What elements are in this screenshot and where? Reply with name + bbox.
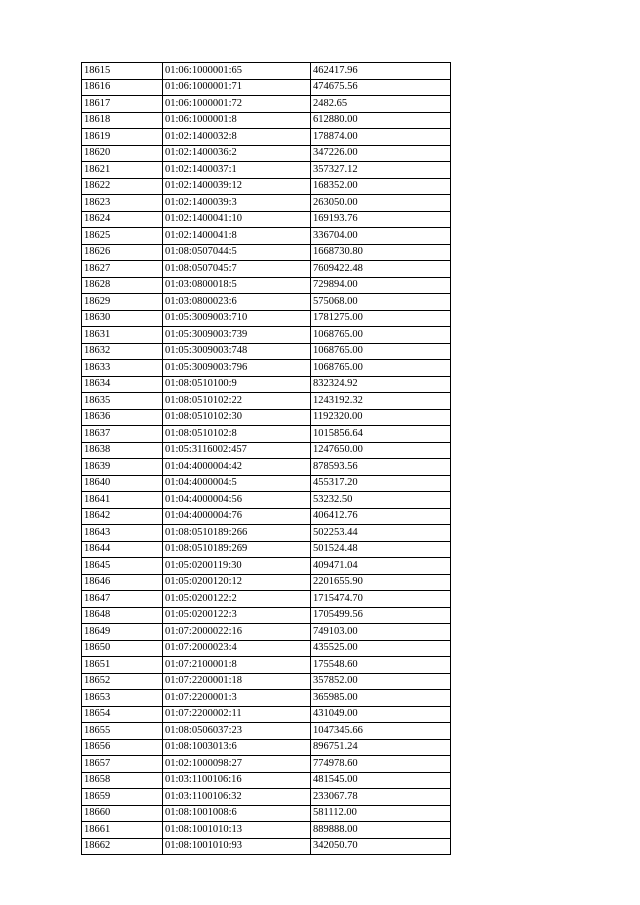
table-row bbox=[82, 591, 451, 608]
table-row bbox=[82, 426, 451, 443]
cadastral-number-cell: 01:08:0510189:266 bbox=[163, 525, 311, 542]
row-number-cell: 18628 bbox=[82, 277, 163, 294]
value-cell: 1068765.00 bbox=[311, 360, 451, 377]
row-number-cell: 18636 bbox=[82, 409, 163, 426]
cadastral-number-cell: 01:03:1100106:32 bbox=[163, 789, 311, 806]
value-cell: 481545.00 bbox=[311, 772, 451, 789]
row-number-cell: 18632 bbox=[82, 343, 163, 360]
value-cell: 263050.00 bbox=[311, 195, 451, 212]
cadastral-number-cell: 01:02:1400041:8 bbox=[163, 228, 311, 245]
cadastral-number-cell: 01:05:3009003:739 bbox=[163, 327, 311, 344]
cadastral-number-cell: 01:08:1001010:93 bbox=[163, 838, 311, 855]
row-number-cell: 18653 bbox=[82, 690, 163, 707]
table-row bbox=[82, 805, 451, 822]
row-number-cell: 18657 bbox=[82, 756, 163, 773]
table-row bbox=[82, 63, 451, 80]
value-cell: 169193.76 bbox=[311, 211, 451, 228]
table-row bbox=[82, 508, 451, 525]
table-row bbox=[82, 558, 451, 575]
cadastral-number-cell: 01:08:1003013:6 bbox=[163, 739, 311, 756]
value-cell: 406412.76 bbox=[311, 508, 451, 525]
value-cell: 1247650.00 bbox=[311, 442, 451, 459]
table-row bbox=[82, 475, 451, 492]
row-number-cell: 18654 bbox=[82, 706, 163, 723]
table-row bbox=[82, 492, 451, 509]
row-number-cell: 18641 bbox=[82, 492, 163, 509]
row-number-cell: 18640 bbox=[82, 475, 163, 492]
row-number-cell: 18626 bbox=[82, 244, 163, 261]
value-cell: 1015856.64 bbox=[311, 426, 451, 443]
row-number-cell: 18643 bbox=[82, 525, 163, 542]
table-row bbox=[82, 442, 451, 459]
cadastral-number-cell: 01:06:1000001:71 bbox=[163, 79, 311, 96]
cadastral-number-cell: 01:02:1000098:27 bbox=[163, 756, 311, 773]
table-row bbox=[82, 310, 451, 327]
value-cell: 1192320.00 bbox=[311, 409, 451, 426]
table-row bbox=[82, 145, 451, 162]
value-cell: 896751.24 bbox=[311, 739, 451, 756]
value-cell: 462417.96 bbox=[311, 63, 451, 80]
cadastral-number-cell: 01:08:0510102:30 bbox=[163, 409, 311, 426]
value-cell: 729894.00 bbox=[311, 277, 451, 294]
cadastral-number-cell: 01:06:1000001:8 bbox=[163, 112, 311, 129]
cadastral-number-cell: 01:05:0200120:12 bbox=[163, 574, 311, 591]
table-row bbox=[82, 79, 451, 96]
row-number-cell: 18661 bbox=[82, 822, 163, 839]
value-cell: 832324.92 bbox=[311, 376, 451, 393]
table-row bbox=[82, 162, 451, 179]
value-cell: 409471.04 bbox=[311, 558, 451, 575]
table-row bbox=[82, 525, 451, 542]
row-number-cell: 18634 bbox=[82, 376, 163, 393]
table-row bbox=[82, 673, 451, 690]
cadastral-number-cell: 01:08:0507044:5 bbox=[163, 244, 311, 261]
row-number-cell: 18618 bbox=[82, 112, 163, 129]
row-number-cell: 18649 bbox=[82, 624, 163, 641]
value-cell: 1781275.00 bbox=[311, 310, 451, 327]
row-number-cell: 18630 bbox=[82, 310, 163, 327]
value-cell: 53232.50 bbox=[311, 492, 451, 509]
cadastral-number-cell: 01:08:0510189:269 bbox=[163, 541, 311, 558]
value-cell: 431049.00 bbox=[311, 706, 451, 723]
table-row bbox=[82, 129, 451, 146]
cadastral-number-cell: 01:02:1400041:10 bbox=[163, 211, 311, 228]
row-number-cell: 18656 bbox=[82, 739, 163, 756]
cadastral-number-cell: 01:02:1400039:12 bbox=[163, 178, 311, 195]
cadastral-number-cell: 01:05:0200119:30 bbox=[163, 558, 311, 575]
value-cell: 774978.60 bbox=[311, 756, 451, 773]
value-cell: 889888.00 bbox=[311, 822, 451, 839]
cadastral-number-cell: 01:07:2200001:18 bbox=[163, 673, 311, 690]
value-cell: 175548.60 bbox=[311, 657, 451, 674]
cadastral-number-cell: 01:08:1001010:13 bbox=[163, 822, 311, 839]
table-row bbox=[82, 541, 451, 558]
cadastral-number-cell: 01:08:0506037:23 bbox=[163, 723, 311, 740]
value-cell: 1068765.00 bbox=[311, 327, 451, 344]
table-row bbox=[82, 756, 451, 773]
cadastral-number-cell: 01:04:4000004:5 bbox=[163, 475, 311, 492]
value-cell: 575068.00 bbox=[311, 294, 451, 311]
cadastral-number-cell: 01:05:3009003:796 bbox=[163, 360, 311, 377]
value-cell: 502253.44 bbox=[311, 525, 451, 542]
row-number-cell: 18615 bbox=[82, 63, 163, 80]
value-cell: 1715474.70 bbox=[311, 591, 451, 608]
value-cell: 455317.20 bbox=[311, 475, 451, 492]
row-number-cell: 18652 bbox=[82, 673, 163, 690]
value-cell: 2201655.90 bbox=[311, 574, 451, 591]
cadastral-number-cell: 01:04:4000004:56 bbox=[163, 492, 311, 509]
row-number-cell: 18620 bbox=[82, 145, 163, 162]
data-table bbox=[81, 62, 451, 855]
row-number-cell: 18624 bbox=[82, 211, 163, 228]
cadastral-number-cell: 01:04:4000004:76 bbox=[163, 508, 311, 525]
cadastral-number-cell: 01:02:1400032:8 bbox=[163, 129, 311, 146]
table-row bbox=[82, 459, 451, 476]
cadastral-number-cell: 01:05:3009003:748 bbox=[163, 343, 311, 360]
row-number-cell: 18622 bbox=[82, 178, 163, 195]
value-cell: 1705499.56 bbox=[311, 607, 451, 624]
value-cell: 501524.48 bbox=[311, 541, 451, 558]
table-row bbox=[82, 789, 451, 806]
cadastral-number-cell: 01:02:1400037:1 bbox=[163, 162, 311, 179]
table-row bbox=[82, 96, 451, 113]
cadastral-number-cell: 01:03:1100106:16 bbox=[163, 772, 311, 789]
table-row bbox=[82, 657, 451, 674]
row-number-cell: 18619 bbox=[82, 129, 163, 146]
cadastral-number-cell: 01:07:2200002:11 bbox=[163, 706, 311, 723]
value-cell: 581112.00 bbox=[311, 805, 451, 822]
cadastral-number-cell: 01:06:1000001:72 bbox=[163, 96, 311, 113]
table-row bbox=[82, 261, 451, 278]
table-row bbox=[82, 706, 451, 723]
row-number-cell: 18635 bbox=[82, 393, 163, 410]
table-row bbox=[82, 822, 451, 839]
cadastral-number-cell: 01:08:0507045:7 bbox=[163, 261, 311, 278]
row-number-cell: 18660 bbox=[82, 805, 163, 822]
row-number-cell: 18623 bbox=[82, 195, 163, 212]
row-number-cell: 18644 bbox=[82, 541, 163, 558]
table-row bbox=[82, 178, 451, 195]
table-row bbox=[82, 343, 451, 360]
row-number-cell: 18638 bbox=[82, 442, 163, 459]
table-row bbox=[82, 211, 451, 228]
cadastral-number-cell: 01:08:0510100:9 bbox=[163, 376, 311, 393]
table-row bbox=[82, 327, 451, 344]
table-row bbox=[82, 244, 451, 261]
value-cell: 233067.78 bbox=[311, 789, 451, 806]
row-number-cell: 18627 bbox=[82, 261, 163, 278]
row-number-cell: 18647 bbox=[82, 591, 163, 608]
value-cell: 342050.70 bbox=[311, 838, 451, 855]
table-row bbox=[82, 228, 451, 245]
row-number-cell: 18659 bbox=[82, 789, 163, 806]
cadastral-number-cell: 01:05:0200122:3 bbox=[163, 607, 311, 624]
table-row bbox=[82, 574, 451, 591]
cadastral-number-cell: 01:05:0200122:2 bbox=[163, 591, 311, 608]
cadastral-number-cell: 01:02:1400039:3 bbox=[163, 195, 311, 212]
table-row bbox=[82, 195, 451, 212]
cadastral-number-cell: 01:06:1000001:65 bbox=[163, 63, 311, 80]
row-number-cell: 18645 bbox=[82, 558, 163, 575]
value-cell: 1243192.32 bbox=[311, 393, 451, 410]
row-number-cell: 18655 bbox=[82, 723, 163, 740]
cadastral-number-cell: 01:08:0510102:8 bbox=[163, 426, 311, 443]
value-cell: 612880.00 bbox=[311, 112, 451, 129]
value-cell: 435525.00 bbox=[311, 640, 451, 657]
row-number-cell: 18648 bbox=[82, 607, 163, 624]
value-cell: 7609422.48 bbox=[311, 261, 451, 278]
value-cell: 178874.00 bbox=[311, 129, 451, 146]
table-row bbox=[82, 294, 451, 311]
table-row bbox=[82, 838, 451, 855]
value-cell: 2482.65 bbox=[311, 96, 451, 113]
value-cell: 1068765.00 bbox=[311, 343, 451, 360]
value-cell: 1047345.66 bbox=[311, 723, 451, 740]
table-row bbox=[82, 376, 451, 393]
value-cell: 336704.00 bbox=[311, 228, 451, 245]
row-number-cell: 18616 bbox=[82, 79, 163, 96]
value-cell: 365985.00 bbox=[311, 690, 451, 707]
row-number-cell: 18662 bbox=[82, 838, 163, 855]
value-cell: 749103.00 bbox=[311, 624, 451, 641]
cadastral-number-cell: 01:07:2100001:8 bbox=[163, 657, 311, 674]
table-row bbox=[82, 624, 451, 641]
table-row bbox=[82, 690, 451, 707]
cadastral-number-cell: 01:04:4000004:42 bbox=[163, 459, 311, 476]
table-row bbox=[82, 739, 451, 756]
row-number-cell: 18650 bbox=[82, 640, 163, 657]
row-number-cell: 18651 bbox=[82, 657, 163, 674]
row-number-cell: 18631 bbox=[82, 327, 163, 344]
value-cell: 347226.00 bbox=[311, 145, 451, 162]
value-cell: 1668730.80 bbox=[311, 244, 451, 261]
table-row bbox=[82, 409, 451, 426]
cadastral-number-cell: 01:02:1400036:2 bbox=[163, 145, 311, 162]
value-cell: 357852.00 bbox=[311, 673, 451, 690]
cadastral-number-cell: 01:05:3116002:457 bbox=[163, 442, 311, 459]
row-number-cell: 18642 bbox=[82, 508, 163, 525]
row-number-cell: 18637 bbox=[82, 426, 163, 443]
cadastral-number-cell: 01:07:2000023:4 bbox=[163, 640, 311, 657]
row-number-cell: 18621 bbox=[82, 162, 163, 179]
cadastral-number-cell: 01:07:2200001:3 bbox=[163, 690, 311, 707]
table-row bbox=[82, 607, 451, 624]
value-cell: 474675.56 bbox=[311, 79, 451, 96]
cadastral-number-cell: 01:07:2000022:16 bbox=[163, 624, 311, 641]
table-row bbox=[82, 112, 451, 129]
table-row bbox=[82, 360, 451, 377]
cadastral-number-cell: 01:03:0800018:5 bbox=[163, 277, 311, 294]
table-row bbox=[82, 723, 451, 740]
value-cell: 357327.12 bbox=[311, 162, 451, 179]
cadastral-number-cell: 01:03:0800023:6 bbox=[163, 294, 311, 311]
row-number-cell: 18658 bbox=[82, 772, 163, 789]
table-row bbox=[82, 277, 451, 294]
row-number-cell: 18646 bbox=[82, 574, 163, 591]
row-number-cell: 18617 bbox=[82, 96, 163, 113]
row-number-cell: 18625 bbox=[82, 228, 163, 245]
cadastral-number-cell: 01:08:1001008:6 bbox=[163, 805, 311, 822]
cadastral-number-cell: 01:05:3009003:710 bbox=[163, 310, 311, 327]
table-row bbox=[82, 393, 451, 410]
cadastral-number-cell: 01:08:0510102:22 bbox=[163, 393, 311, 410]
value-cell: 878593.56 bbox=[311, 459, 451, 476]
table-body bbox=[82, 63, 451, 855]
table-row bbox=[82, 640, 451, 657]
table-row bbox=[82, 772, 451, 789]
value-cell: 168352.00 bbox=[311, 178, 451, 195]
row-number-cell: 18629 bbox=[82, 294, 163, 311]
row-number-cell: 18633 bbox=[82, 360, 163, 377]
row-number-cell: 18639 bbox=[82, 459, 163, 476]
